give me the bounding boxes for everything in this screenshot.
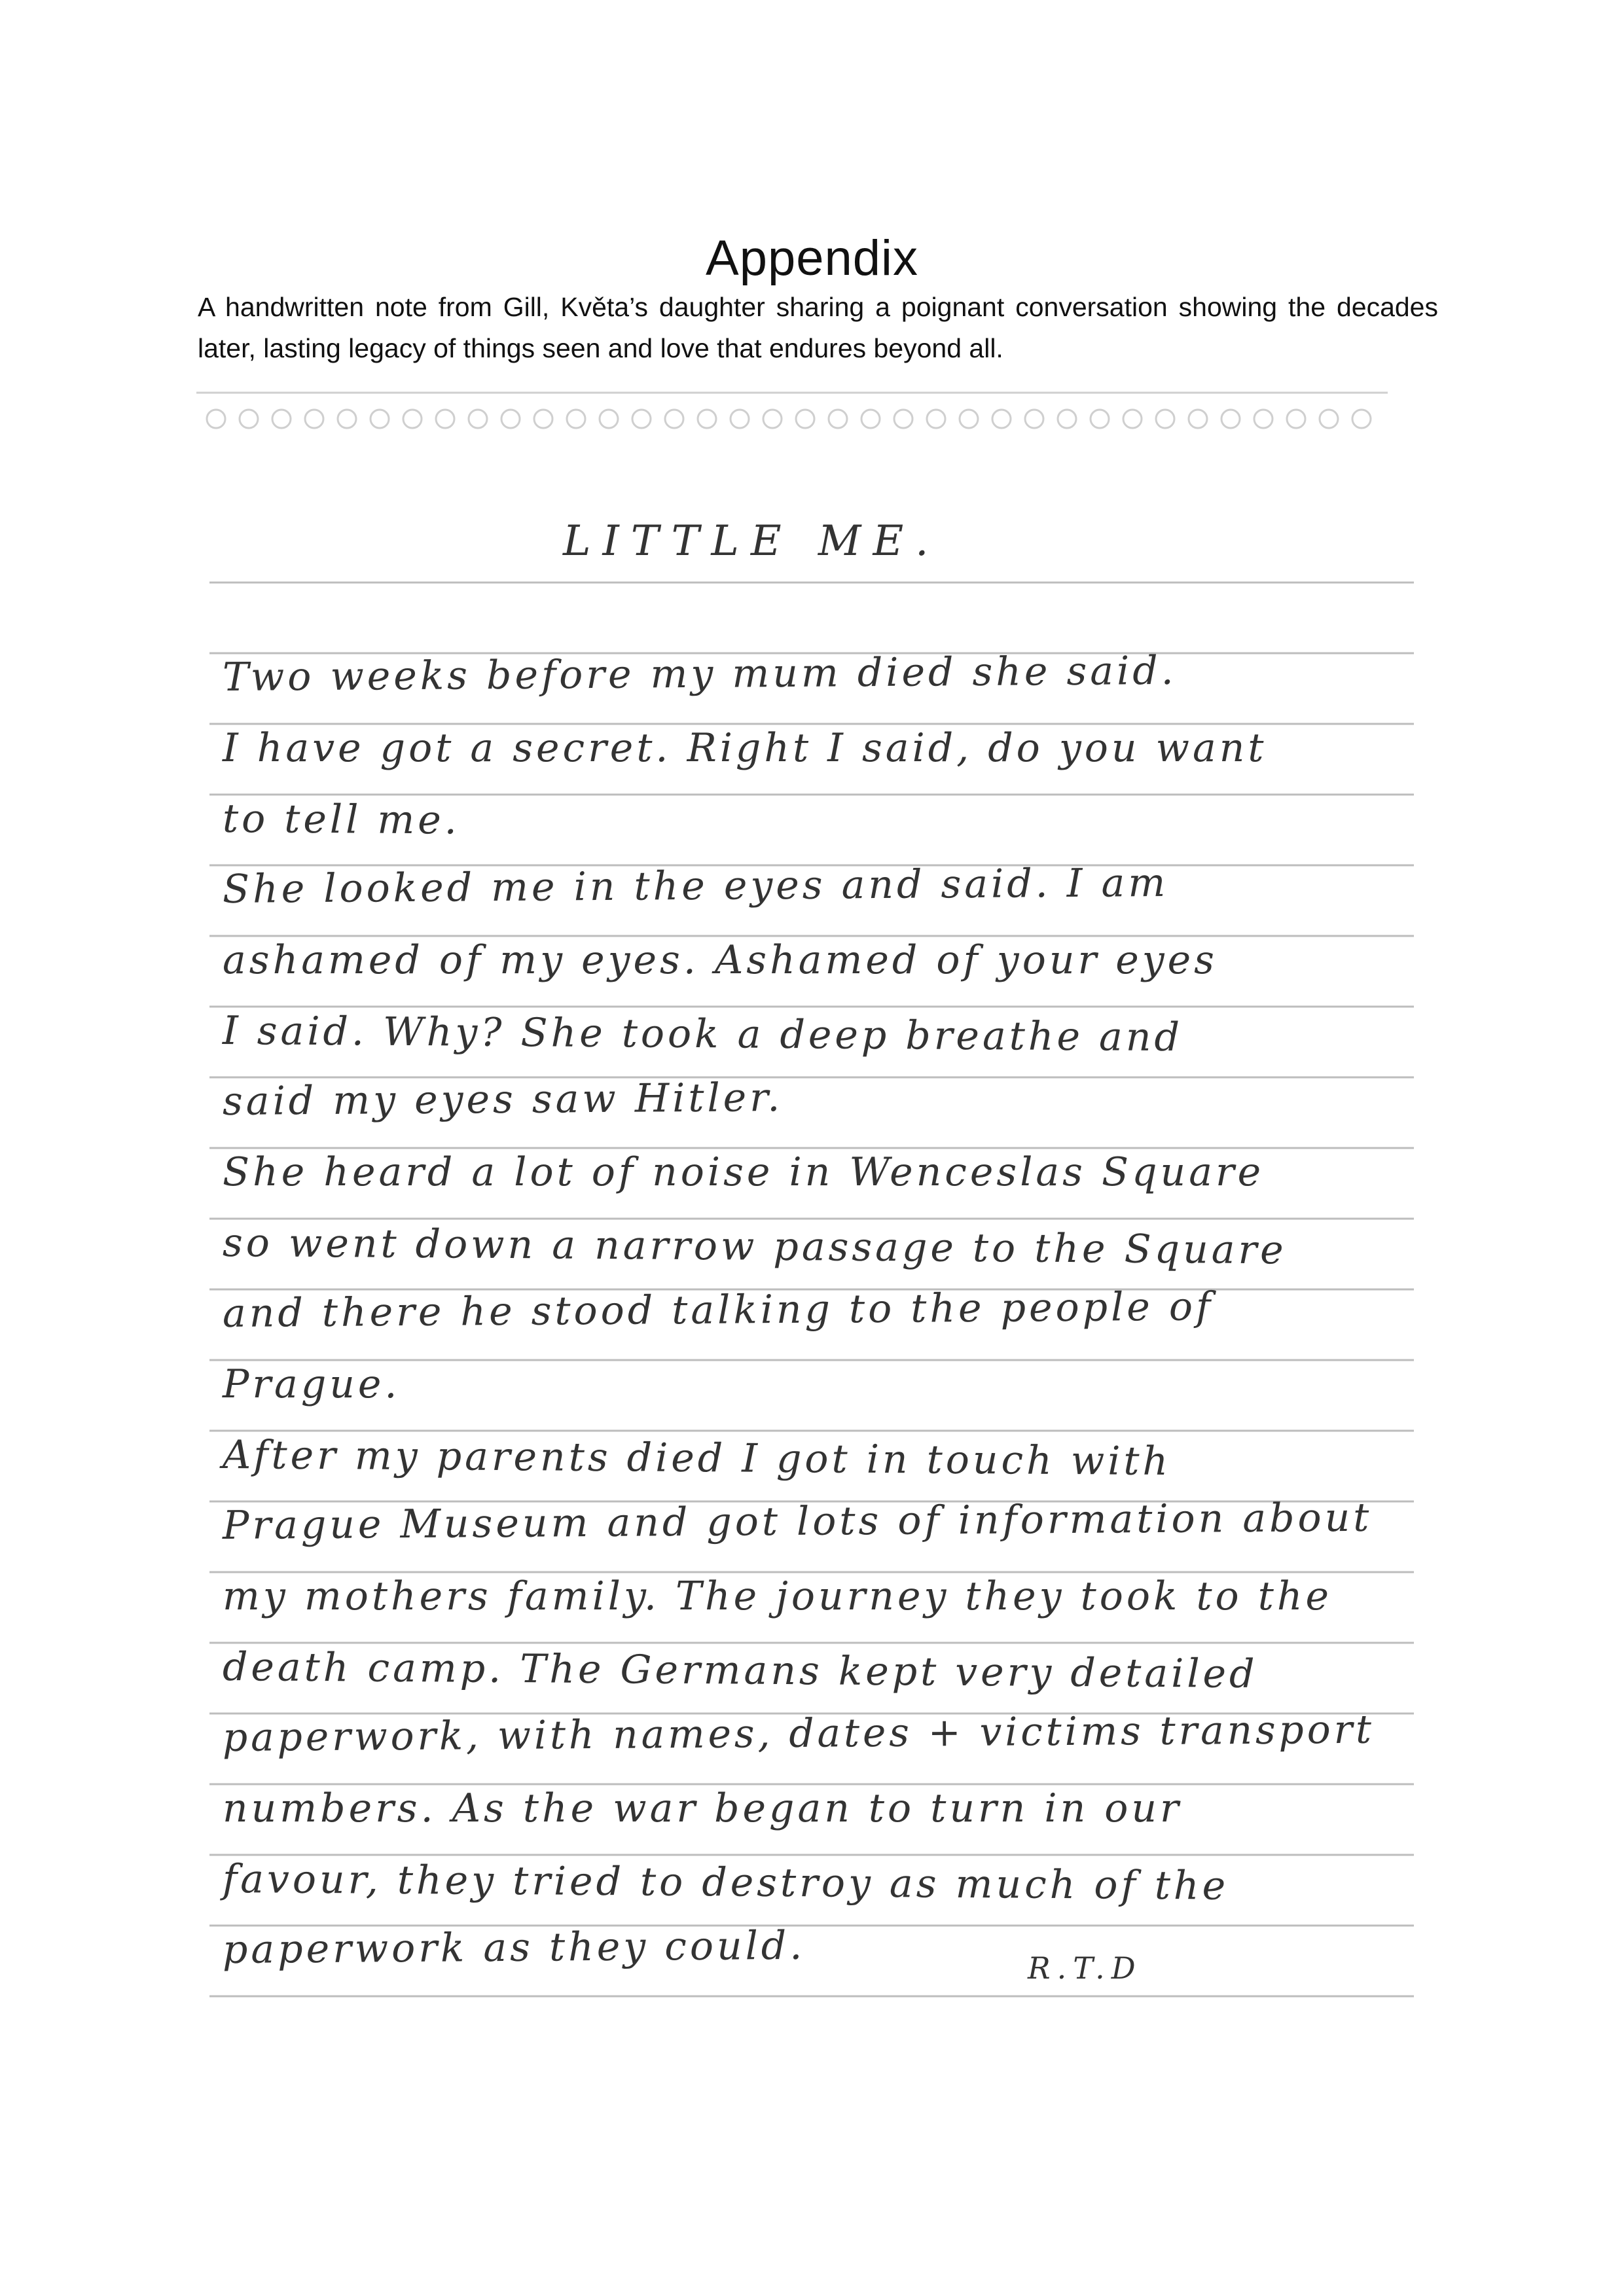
note-line: so went down a narrow passage to the Square: [222, 1220, 1287, 1274]
note-line: paperwork as they could.: [222, 1922, 806, 1973]
note-line: After my parents died I got in touch with: [222, 1432, 1172, 1485]
note-line: She heard a lot of noise in Wenceslas Square: [223, 1149, 1265, 1195]
note-line: Prague Museum and got lots of information about: [222, 1494, 1373, 1549]
note-line: Prague.: [223, 1361, 401, 1407]
note-line: my mothers family. The journey they took to the: [223, 1573, 1333, 1619]
note-line: ashamed of my eyes. Ashamed of your eyes: [223, 937, 1218, 983]
note-line: numbers. As the war began to turn in our: [223, 1785, 1182, 1831]
page-title: Appendix: [706, 230, 918, 286]
ruled-paper: [196, 380, 1420, 2029]
note-line: She looked me in the eyes and said. I am: [222, 859, 1169, 912]
note-line: Two weeks before my mum died she said.: [222, 647, 1177, 700]
note-line: death camp. The Germans kept very detailed: [222, 1644, 1258, 1698]
note-line: I have got a secret. Right I said, do you want: [223, 725, 1267, 771]
note-line: and there he stood talking to the people of: [222, 1283, 1214, 1336]
intro-paragraph: A handwritten note from Gill, Květa’s daughter sharing a poignant conversation showing the decades later, lasting legacy of things seen and love that endures beyond all.: [198, 292, 1438, 363]
note-line: said my eyes saw Hitler.: [222, 1075, 784, 1124]
note-line: to tell me.: [222, 796, 461, 844]
signature-initials: R.T.D: [1028, 1950, 1142, 1986]
note-line: paperwork, with names, dates + victims transport: [222, 1706, 1375, 1761]
note-line: favour, they tried to destroy as much of the: [222, 1856, 1229, 1909]
note-line: I said. Why? She took a deep breathe and: [222, 1008, 1183, 1061]
note-title: LITTLE ME.: [563, 517, 941, 565]
perforation-edge: [196, 393, 1388, 428]
handwritten-note-scan: [196, 380, 1420, 2029]
